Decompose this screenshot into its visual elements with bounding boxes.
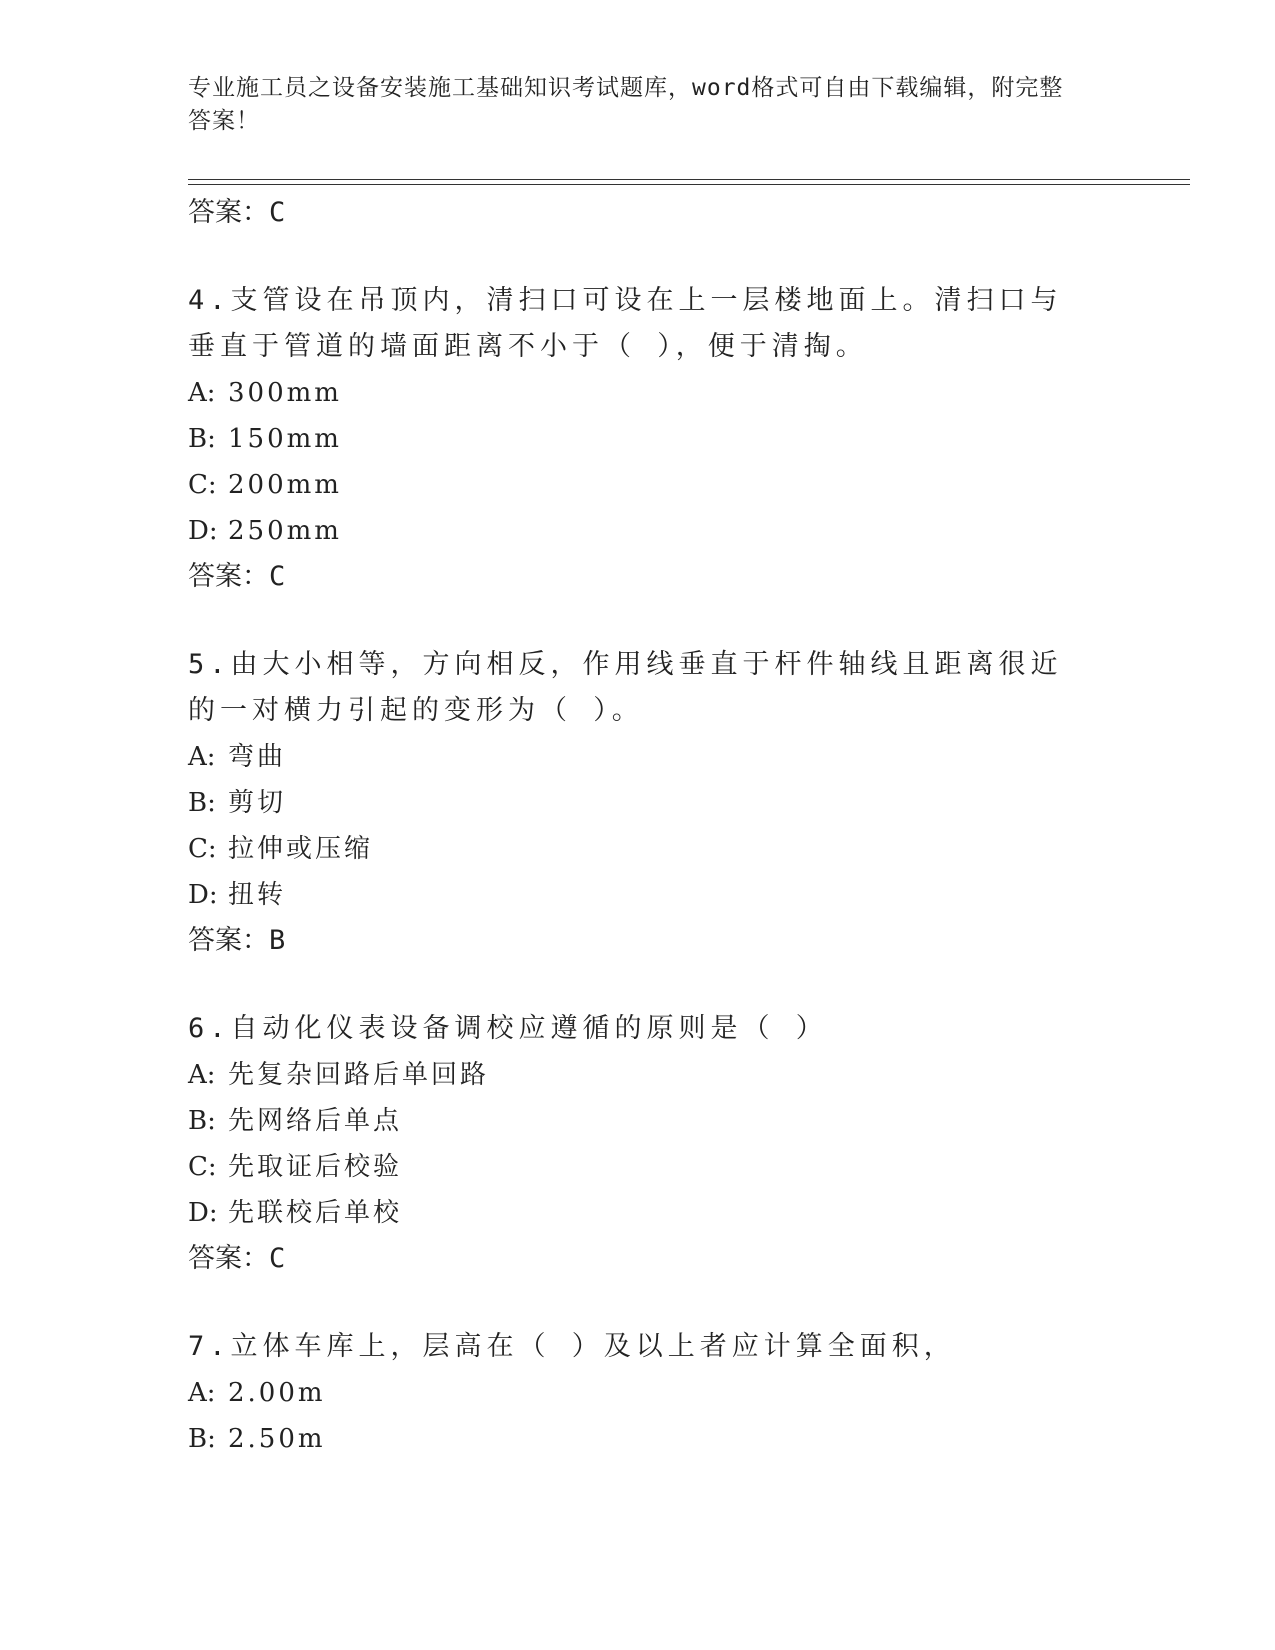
- option-text: 扭转: [228, 880, 287, 910]
- option-text: 先网络后单点: [228, 1106, 403, 1136]
- option-label: D:: [188, 516, 218, 546]
- question-stem: 5.由大小相等，方向相反，作用线垂直于杆件轴线且距离很近的一对横力引起的变形为（ ）。: [188, 649, 1063, 726]
- option-label: D:: [188, 880, 218, 910]
- option-text: 拉伸或压缩: [228, 834, 374, 864]
- header-divider-top: [188, 179, 1190, 180]
- question-block: [188, 278, 1088, 600]
- question-block: [188, 1006, 1088, 1282]
- option-a: [188, 734, 1088, 780]
- option-text: 弯曲: [228, 742, 287, 772]
- option-a: [188, 370, 1088, 416]
- option-label: A:: [188, 378, 216, 408]
- option-b: [188, 1098, 1088, 1144]
- option-b: [188, 1416, 1088, 1462]
- question-block: [188, 642, 1088, 964]
- option-d: [188, 1190, 1088, 1236]
- option-label: D:: [188, 1198, 218, 1228]
- option-text: 2.00m: [228, 1378, 326, 1408]
- document-header: 专业施工员之设备安装施工基础知识考试题库，word格式可自由下载编辑，附完整答案！: [188, 75, 1064, 134]
- option-label: B:: [188, 788, 216, 818]
- header-divider-bottom: [188, 184, 1190, 185]
- option-label: A:: [188, 742, 216, 772]
- answer-line: 答案：C: [188, 197, 286, 228]
- answer-line: 答案：C: [188, 1243, 286, 1274]
- option-label: A:: [188, 1060, 216, 1090]
- question-list: [188, 190, 1088, 1462]
- option-text: 先取证后校验: [228, 1152, 403, 1182]
- question-stem: 7.立体车库上，层高在（ ）及以上者应计算全面积，: [188, 1331, 956, 1362]
- question-stem: 4.支管设在吊顶内，清扫口可设在上一层楼地面上。清扫口与垂直于管道的墙面距离不小于（ ），便于清掏。: [188, 285, 1063, 362]
- option-c: [188, 1144, 1088, 1190]
- option-c: [188, 826, 1088, 872]
- option-text: 250mm: [228, 516, 342, 546]
- option-label: C:: [188, 834, 217, 864]
- option-b: [188, 780, 1088, 826]
- answer-line: 答案：C: [188, 561, 286, 592]
- option-text: 300mm: [228, 378, 342, 408]
- option-text: 先复杂回路后单回路: [228, 1060, 490, 1090]
- option-b: [188, 416, 1088, 462]
- option-c: [188, 462, 1088, 508]
- option-label: B:: [188, 1424, 216, 1454]
- option-text: 150mm: [228, 424, 342, 454]
- option-d: [188, 872, 1088, 918]
- option-label: B:: [188, 1106, 216, 1136]
- option-label: A:: [188, 1378, 216, 1408]
- option-text: 剪切: [228, 788, 287, 818]
- option-label: B:: [188, 424, 216, 454]
- question-stem: 6.自动化仪表设备调校应遵循的原则是（ ）: [188, 1013, 828, 1044]
- question-block: [188, 1324, 1088, 1462]
- option-a: [188, 1370, 1088, 1416]
- option-a: [188, 1052, 1088, 1098]
- option-label: C:: [188, 470, 217, 500]
- option-label: C:: [188, 1152, 217, 1182]
- option-text: 200mm: [228, 470, 342, 500]
- option-text: 先联校后单校: [228, 1198, 403, 1228]
- option-text: 2.50m: [228, 1424, 326, 1454]
- option-d: [188, 508, 1088, 554]
- answer-line: 答案：B: [188, 925, 286, 956]
